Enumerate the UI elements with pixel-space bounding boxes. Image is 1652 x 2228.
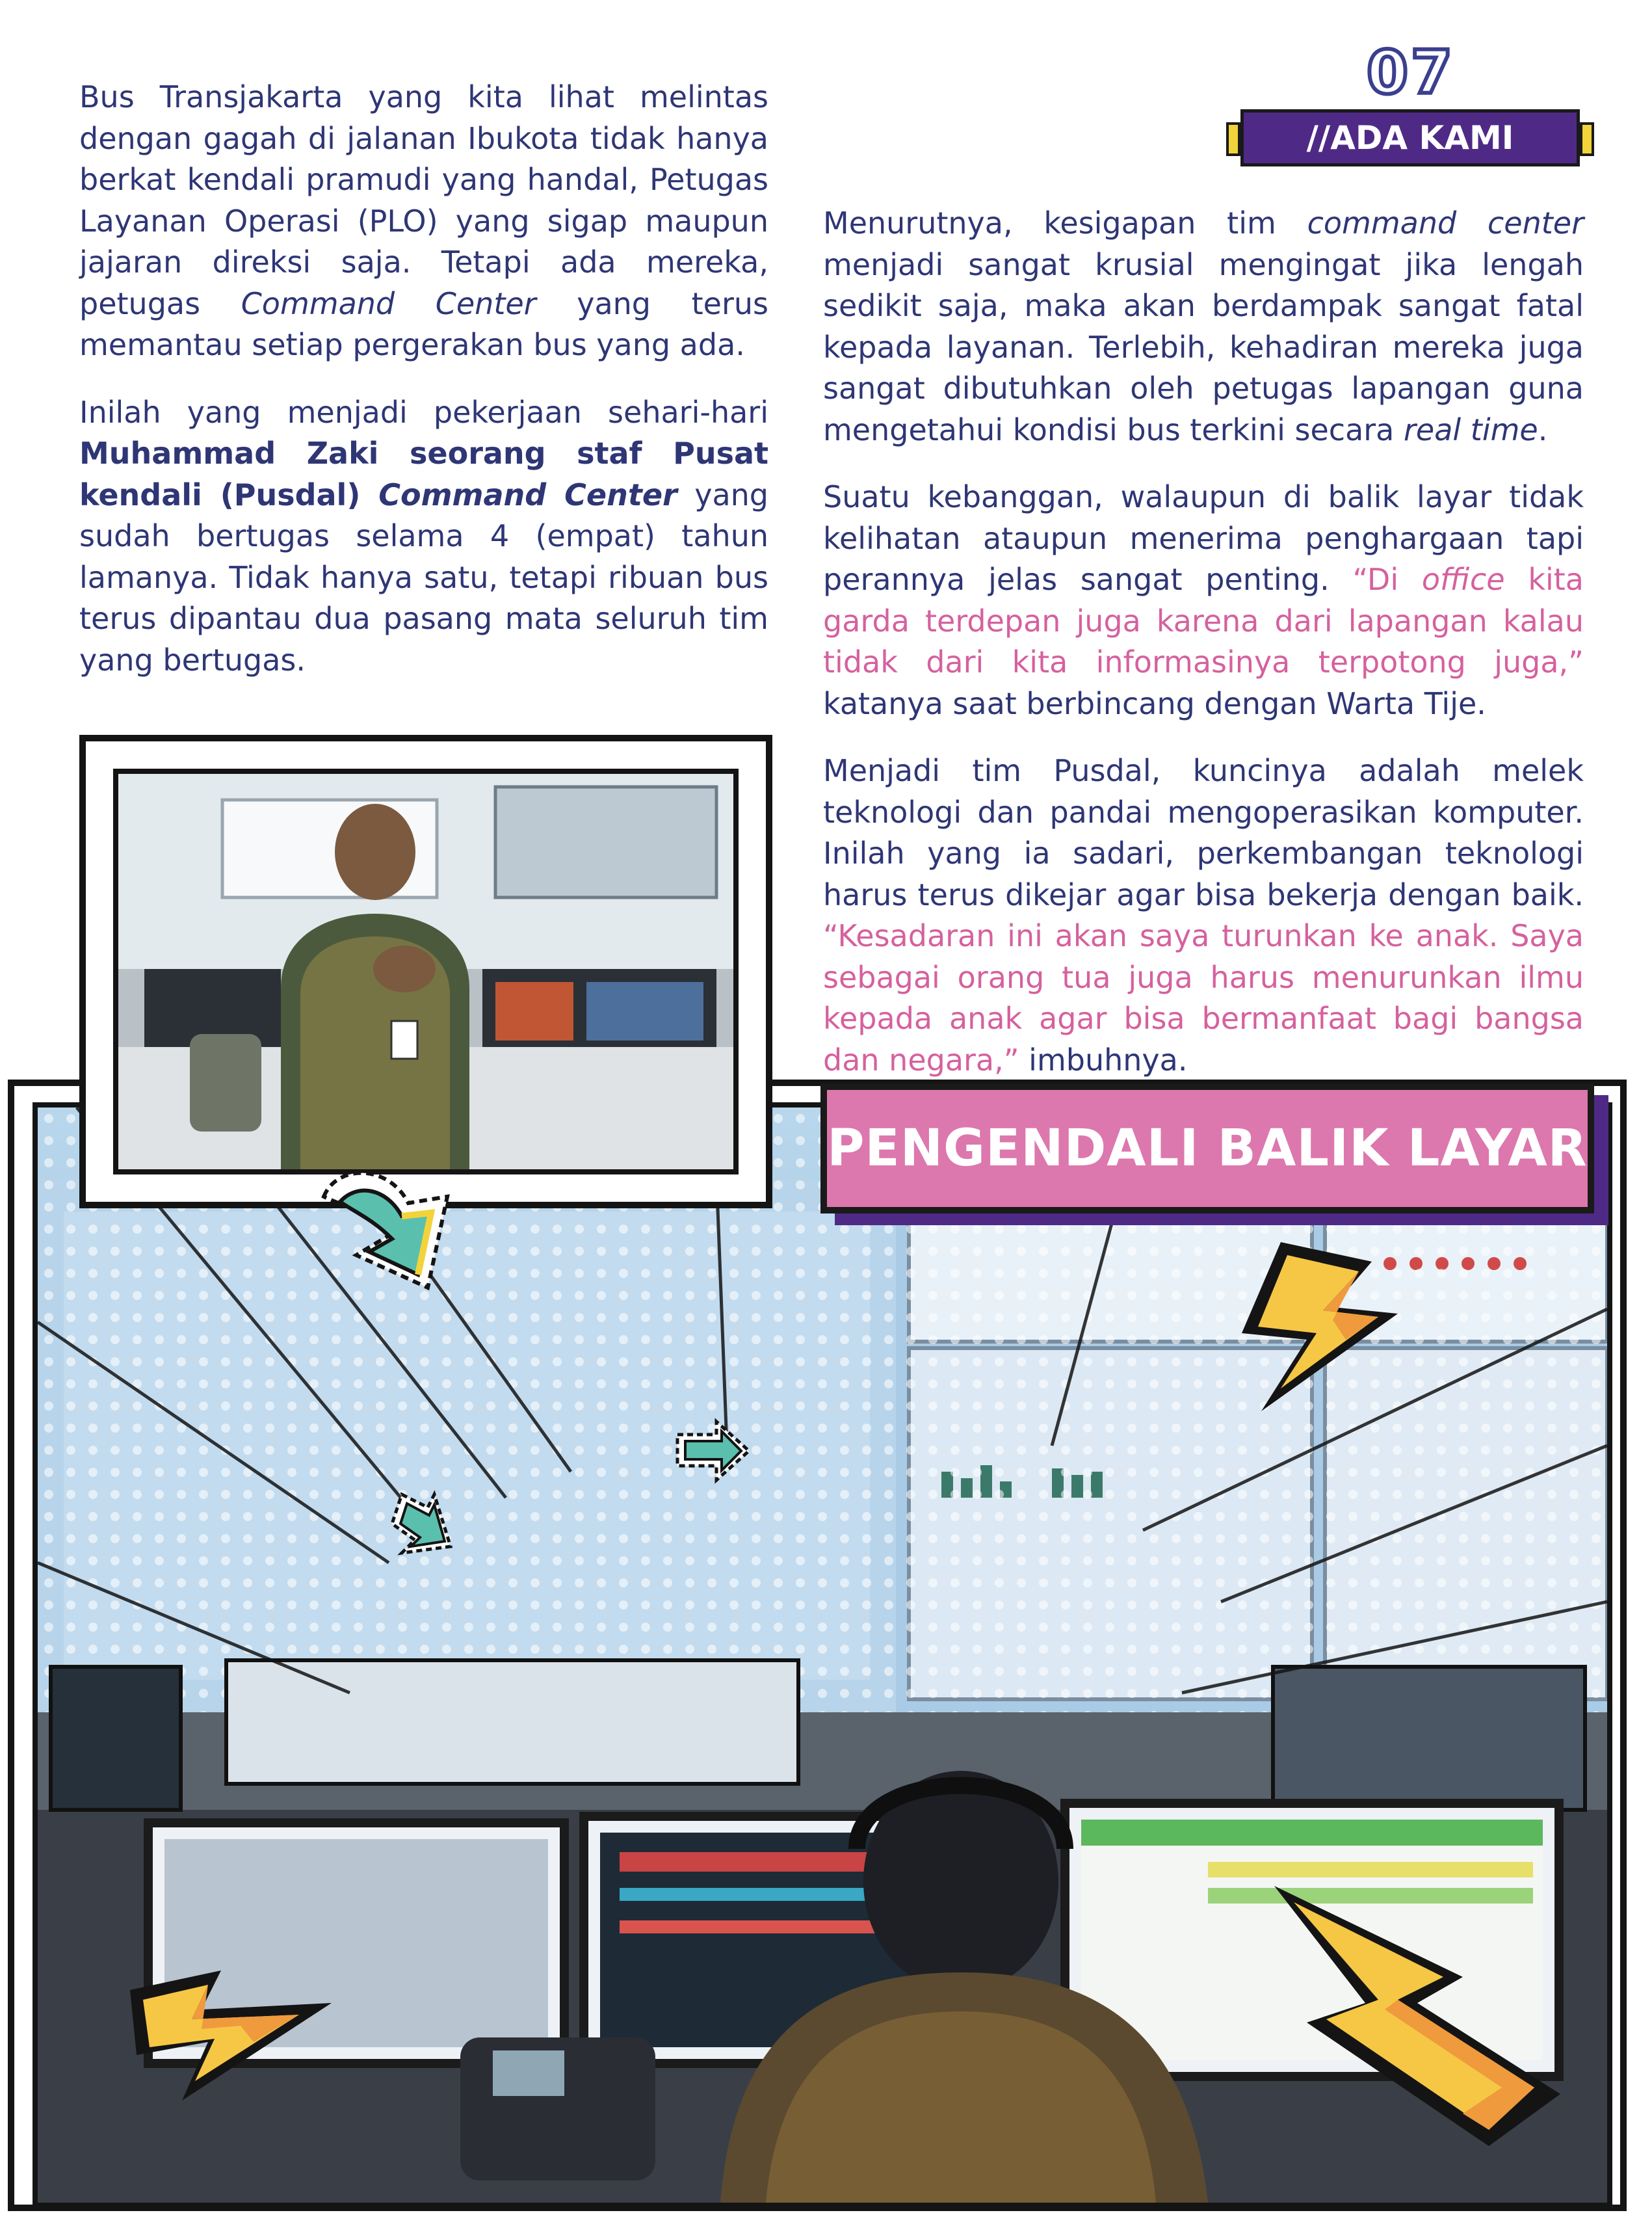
left-column: [79, 77, 768, 707]
text-span-italic: command center: [1307, 206, 1584, 241]
arrow-sticker-icon: [389, 1488, 460, 1566]
quote-span-italic: office: [1421, 562, 1505, 597]
right-paragraph-2: [823, 477, 1584, 724]
right-paragraph-1: [823, 203, 1584, 451]
arrow-sticker-icon: [671, 1415, 755, 1487]
left-paragraph-2: [79, 392, 768, 682]
text-span: yang terus memantau setiap pergerakan bus yang ada.: [79, 285, 768, 362]
section-label: //ADA KAMI: [1240, 109, 1580, 166]
text-span-bold-italic: Command Center: [378, 477, 677, 512]
label-tab-left: [1226, 122, 1240, 156]
arrow-sticker-icon: [311, 1158, 493, 1327]
lightning-bolt-icon: [124, 1957, 338, 2107]
text-span: Inilah yang menjadi pekerjaan sehari-hari: [79, 394, 768, 430]
text-span: Suatu kebanggan, walaupun di balik layar tidak kelihatan ataupun menerima penghargaan tapi perannya jelas sangat penting.: [823, 479, 1584, 597]
text-span: .: [1538, 412, 1548, 447]
text-span: imbuhnya.: [1019, 1042, 1188, 1078]
left-paragraph-1: [79, 77, 768, 366]
text-span: menjadi sangat krusial mengingat jika lengah sedikit saja, maka akan berdampak sangat fatal kepada layanan. Terlebih, kehadiran mereka juga sangat dibutuhkan oleh petugas lapangan guna mengetahui kondisi bus terkini secara: [823, 246, 1584, 447]
quote-span: “Kesadaran ini akan saya turunkan ke anak. Saya sebagai orang tua juga harus menurunkan ilmu kepada anak agar bisa bermanfaat bagi bangsa dan negara,”: [823, 918, 1584, 1078]
text-span: Menjadi tim Pusdal, kuncinya adalah melek teknologi dan pandai mengoperasikan komputer. Inilah yang ia sadari, perkembangan teknologi harus terus dikejar agar bisa bekerja dengan baik.: [823, 753, 1584, 912]
label-tab-right: [1580, 122, 1594, 156]
lightning-bolt-icon: [1268, 1879, 1567, 2153]
inset-photo-frame: [79, 735, 772, 1208]
text-span-italic: Command Center: [241, 285, 536, 321]
quote-span: “Di: [1352, 562, 1422, 597]
right-column: [823, 203, 1584, 1107]
quote-span: kita garda terdepan juga karena dari lapangan kalau tidak dari kita informasinya terpotong juga,”: [823, 562, 1584, 680]
text-span-bold: Muhammad Zaki seorang staf Pusat kendali (Pusdal): [79, 436, 768, 512]
text-span-italic: real time: [1403, 412, 1538, 447]
portrait-illustration: [118, 774, 733, 1169]
text-span: Bus Transjakarta yang kita lihat melintas dengan gagah di jalanan Ibukota tidak hanya berkat kendali pramudi yang handal, Petugas Layanan Operasi (PLO) yang sigap maupun jajaran direksi saja. Tetapi ada mereka, petugas: [79, 79, 768, 321]
text-span: katanya saat berbincang dengan Warta Tije.: [823, 685, 1486, 721]
text-span: yang sudah bertugas selama 4 (empat) tahun lamanya. Tidak hanya satu, tetapi ribuan bus terus dipantau dua pasang mata seluruh tim yang bertugas.: [79, 477, 768, 678]
staff-portrait-photo: [113, 769, 739, 1174]
lightning-bolt-icon: [1235, 1236, 1430, 1418]
feature-title: PENGENDALI BALIK LAYAR: [827, 1119, 1588, 1178]
feature-title-banner: [820, 1083, 1594, 1213]
text-span: Menurutnya, kesigapan tim: [823, 206, 1307, 241]
right-paragraph-3: [823, 750, 1584, 1081]
page-number: 07: [1366, 38, 1456, 107]
